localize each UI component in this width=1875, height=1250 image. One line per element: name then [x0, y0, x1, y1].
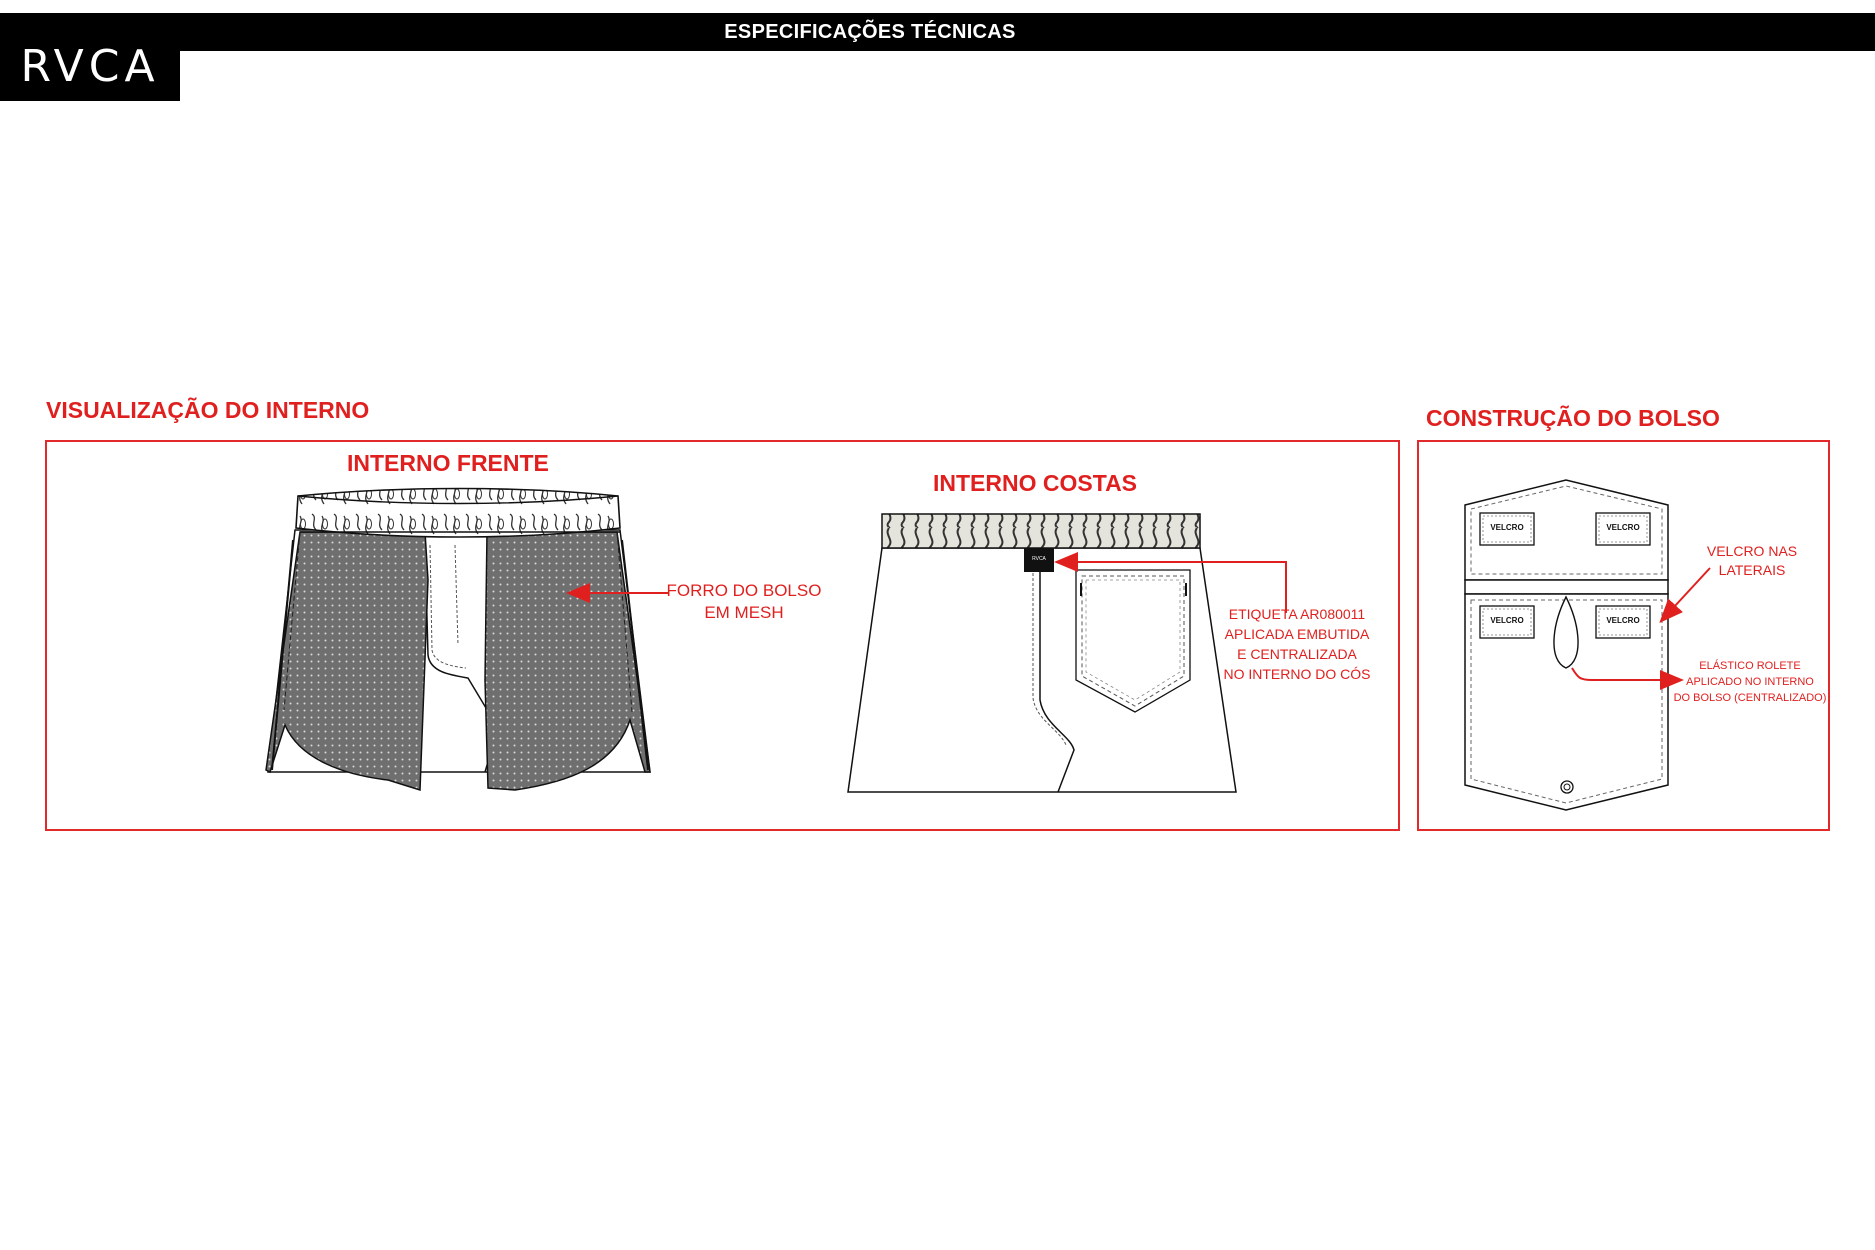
callout-label	[1212, 604, 1382, 684]
back-view-title: INTERNO COSTAS	[933, 470, 1138, 496]
velcro-label: VELCRO	[1490, 523, 1524, 532]
logo-text: RVCA	[20, 41, 160, 92]
velcro-label: VELCRO	[1606, 616, 1640, 625]
callout-elastic	[1672, 658, 1828, 706]
callout-label-line1: ETIQUETA AR080011	[1228, 606, 1366, 622]
page-title: ESPECIFICAÇÕES TÉCNICAS	[724, 21, 1016, 43]
velcro-label: VELCRO	[1490, 616, 1524, 625]
callout-velcro-line1: VELCRO NAS	[1706, 543, 1798, 559]
callout-mesh	[664, 580, 824, 624]
callout-label-line2: APLICADA EMBUTIDA	[1224, 626, 1370, 642]
velcro-label: VELCRO	[1606, 523, 1640, 532]
callout-label-line4: NO INTERNO DO CÓS	[1223, 666, 1371, 682]
front-view-title: INTERNO FRENTE	[347, 450, 549, 476]
callout-mesh-line2: EM MESH	[704, 603, 784, 623]
callout-mesh-line1: FORRO DO BOLSO	[666, 581, 822, 600]
front-shorts-drawing	[266, 489, 650, 791]
callout-elastic-line3: DO BOLSO (CENTRALIZADO)	[1673, 692, 1827, 704]
callout-elastic-line2: APLICADO NO INTERNO	[1686, 676, 1814, 688]
section-title-pocket: CONSTRUÇÃO DO BOLSO	[1426, 405, 1720, 431]
callout-velcro-line2: LATERAIS	[1718, 562, 1786, 578]
brand-label-text: RVCA	[1032, 556, 1046, 562]
callout-label-line3: E CENTRALIZADA	[1237, 646, 1357, 662]
section-title-interior: VISUALIZAÇÃO DO INTERNO	[46, 397, 370, 423]
callout-elastic-line1: ELÁSTICO ROLETE	[1699, 660, 1801, 672]
callout-velcro	[1692, 542, 1812, 580]
